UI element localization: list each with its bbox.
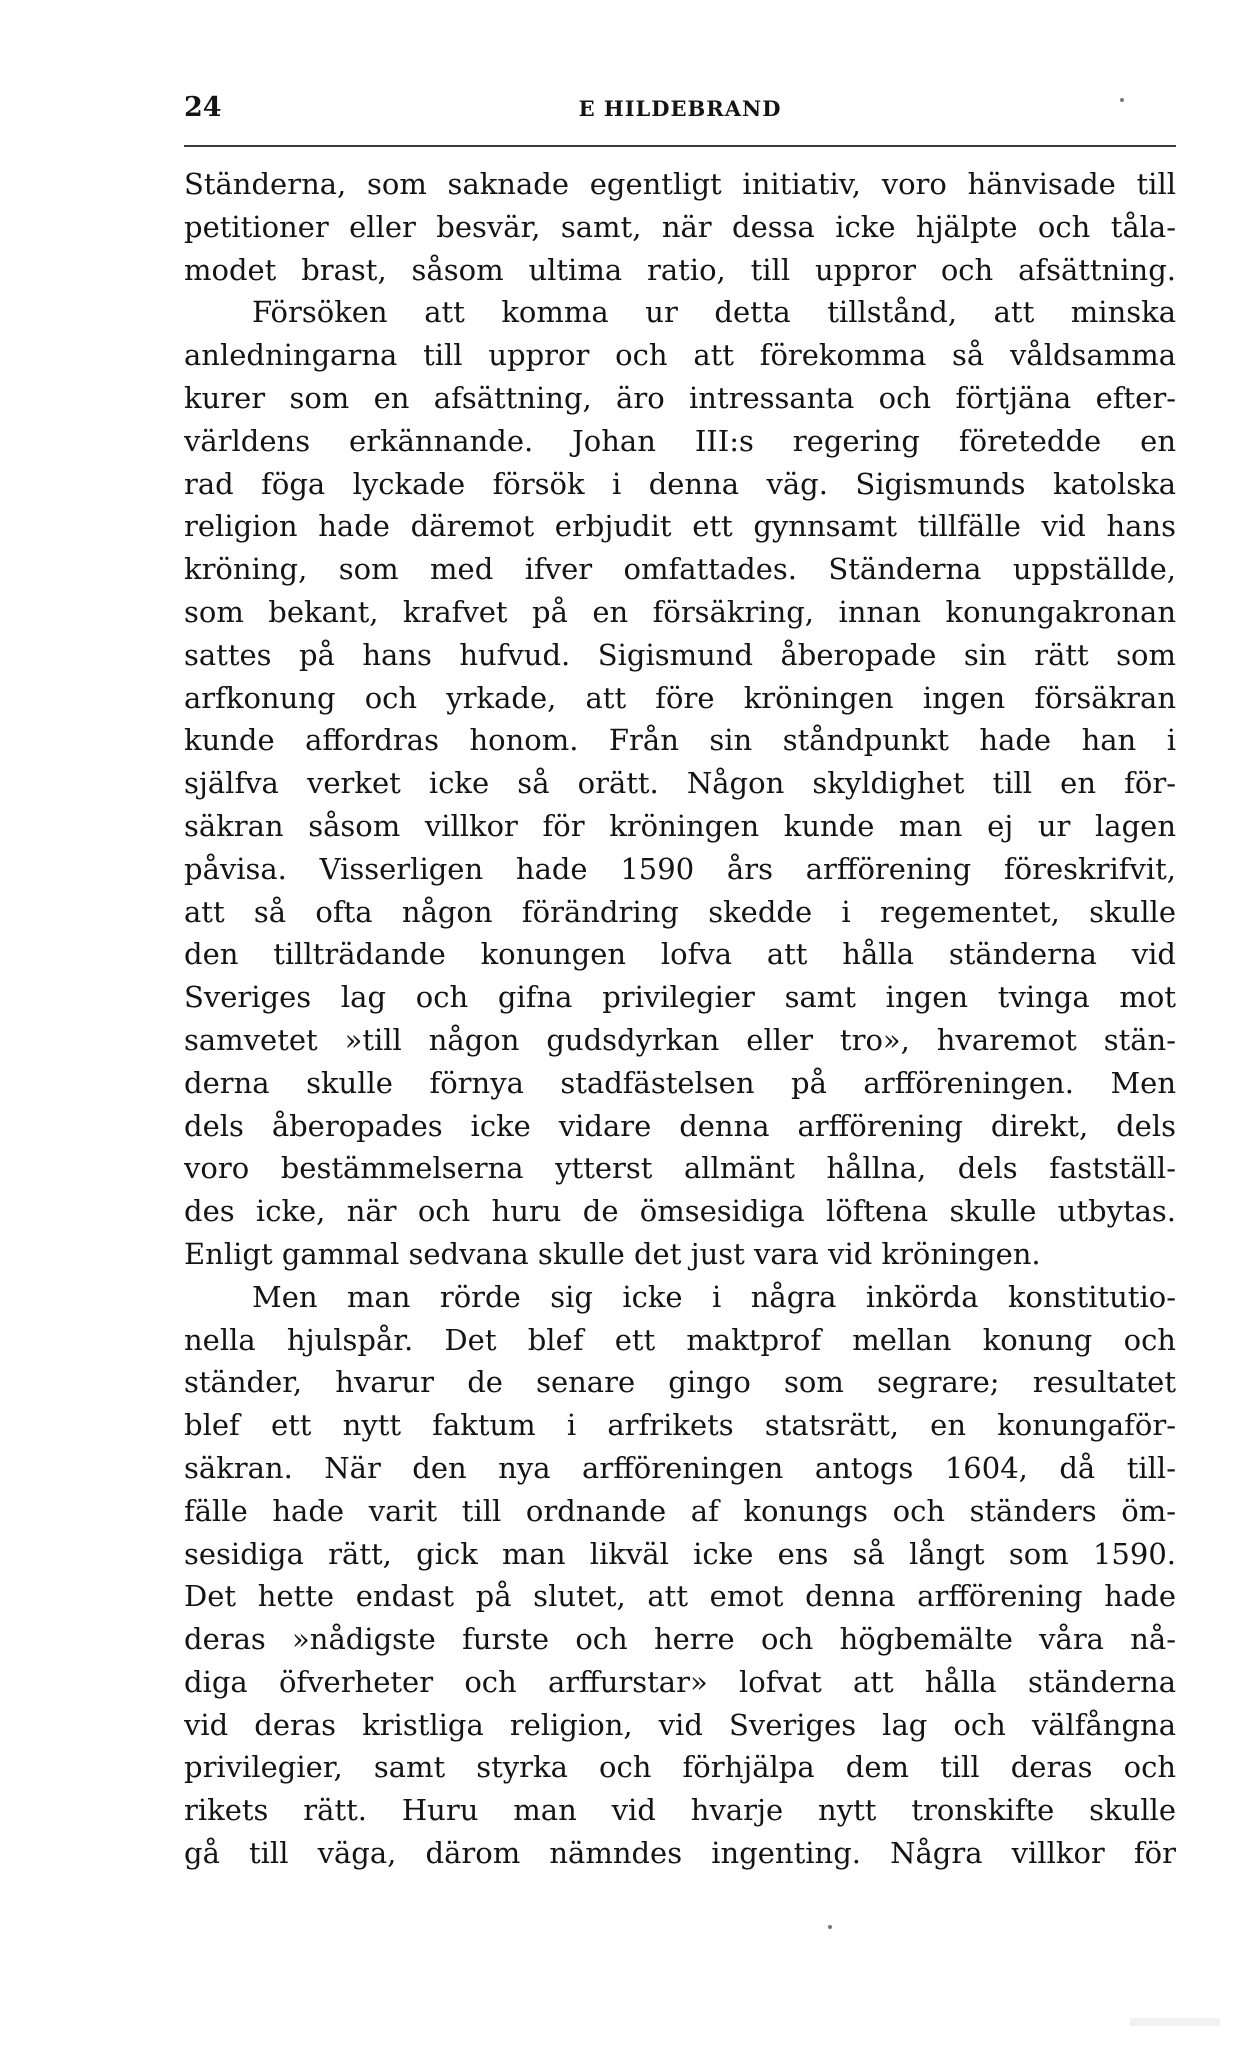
text-line: samvetet »till någon gudsdyrkan eller tro», hvaremot stän- — [184, 1022, 1176, 1057]
text-line: Men man rörde sig icke i några inkörda konstitutio- — [252, 1279, 1176, 1314]
header-rule — [184, 145, 1176, 147]
text-line: nella hjulspår. Det blef ett maktprof mellan konung och — [184, 1322, 1176, 1357]
text-line: Enligt gammal sedvana skulle det just vara vid kröningen. — [184, 1236, 1041, 1271]
text-line: sesidiga rätt, gick man likväl icke ens så långt som 1590. — [184, 1536, 1176, 1571]
text-line: ständer, hvarur de senare gingo som segrare; resultatet — [184, 1365, 1176, 1400]
text-line: rad föga lyckade försök i denna väg. Sigismunds katolska — [184, 466, 1176, 501]
text-line: gå till väga, därom nämndes ingenting. Några villkor för — [184, 1836, 1176, 1871]
text-line: vid deras kristliga religion, vid Sveriges lag och välfångna — [184, 1707, 1176, 1742]
text-line: Ständerna, som saknade egentligt initiativ, voro hänvisade till — [184, 167, 1176, 201]
text-line: diga öfverheter och arffurstar» lofvat att hålla ständerna — [184, 1664, 1176, 1699]
text-line: säkran. När den nya arfföreningen antogs 1604, då till- — [184, 1450, 1176, 1485]
print-speck — [828, 1925, 832, 1929]
text-line: Det hette endast på slutet, att emot denna arfförening hade — [184, 1579, 1176, 1614]
text-line: säkran såsom villkor för kröningen kunde man ej ur lagen — [184, 808, 1176, 843]
text-line: dels åberopades icke vidare denna arfförening direkt, dels — [184, 1108, 1176, 1143]
page-number: 24 — [184, 92, 222, 123]
text-line: arfkonung och yrkade, att före kröningen ingen försäkran — [184, 680, 1176, 715]
text-line: derna skulle förnya stadfästelsen på arfföreningen. Men — [184, 1065, 1176, 1100]
text-line: påvisa. Visserligen hade 1590 års arfförening föreskrifvit, — [184, 851, 1176, 886]
text-line: privilegier, samt styrka och förhjälpa dem till deras och — [184, 1750, 1176, 1785]
text-line: religion hade däremot erbjudit ett gynnsamt tillfälle vid hans — [184, 509, 1176, 544]
text-line: modet brast, såsom ultima ratio, till uppror och afsättning. — [184, 252, 1176, 287]
text-line: Försöken att komma ur detta tillstånd, att minska — [252, 295, 1176, 330]
text-line: kunde affordras honom. Från sin ståndpunkt hade han i — [184, 723, 1176, 758]
text-line: Sveriges lag och gifna privilegier samt ingen tvinga mot — [184, 980, 1176, 1015]
text-line: blef ett nytt faktum i arfrikets statsrätt, en konungaför- — [184, 1408, 1176, 1443]
running-head: E HILDEBRAND — [578, 96, 782, 121]
print-speck — [1120, 98, 1124, 102]
text-line: voro bestämmelserna ytterst allmänt hållna, dels fastställ- — [184, 1151, 1176, 1186]
text-line: att så ofta någon förändring skedde i regementet, skulle — [184, 894, 1176, 929]
text-line: kurer som en afsättning, äro intressanta och förtjäna efter- — [184, 380, 1176, 415]
text-line: sattes på hans hufvud. Sigismund åberopade sin rätt som — [184, 637, 1176, 672]
text-line: den tillträdande konungen lofva att hålla ständerna vid — [184, 937, 1176, 972]
text-line: des icke, när och huru de ömsesidiga löftena skulle utbytas. — [184, 1194, 1176, 1229]
page-header — [184, 92, 1176, 132]
text-line: som bekant, krafvet på en försäkring, innan konungakronan — [184, 594, 1176, 629]
text-line: petitioner eller besvär, samt, när dessa icke hjälpte och tåla- — [184, 209, 1176, 244]
scan-watermark — [1130, 2018, 1220, 2026]
text-line: anledningarna till uppror och att förekomma så våldsamma — [184, 338, 1176, 373]
text-line: fälle hade varit till ordnande af konungs och ständers öm- — [184, 1493, 1176, 1528]
text-line: själfva verket icke så orätt. Någon skyldighet till en för- — [184, 766, 1176, 801]
body-text — [184, 163, 1176, 1875]
text-line: världens erkännande. Johan III:s regering företedde en — [184, 423, 1176, 458]
text-line: deras »nådigste furste och herre och högbemälte våra nå- — [184, 1622, 1176, 1657]
text-line: rikets rätt. Huru man vid hvarje nytt tronskifte skulle — [184, 1793, 1176, 1828]
text-line: kröning, som med ifver omfattades. Ständerna uppställde, — [184, 552, 1176, 587]
